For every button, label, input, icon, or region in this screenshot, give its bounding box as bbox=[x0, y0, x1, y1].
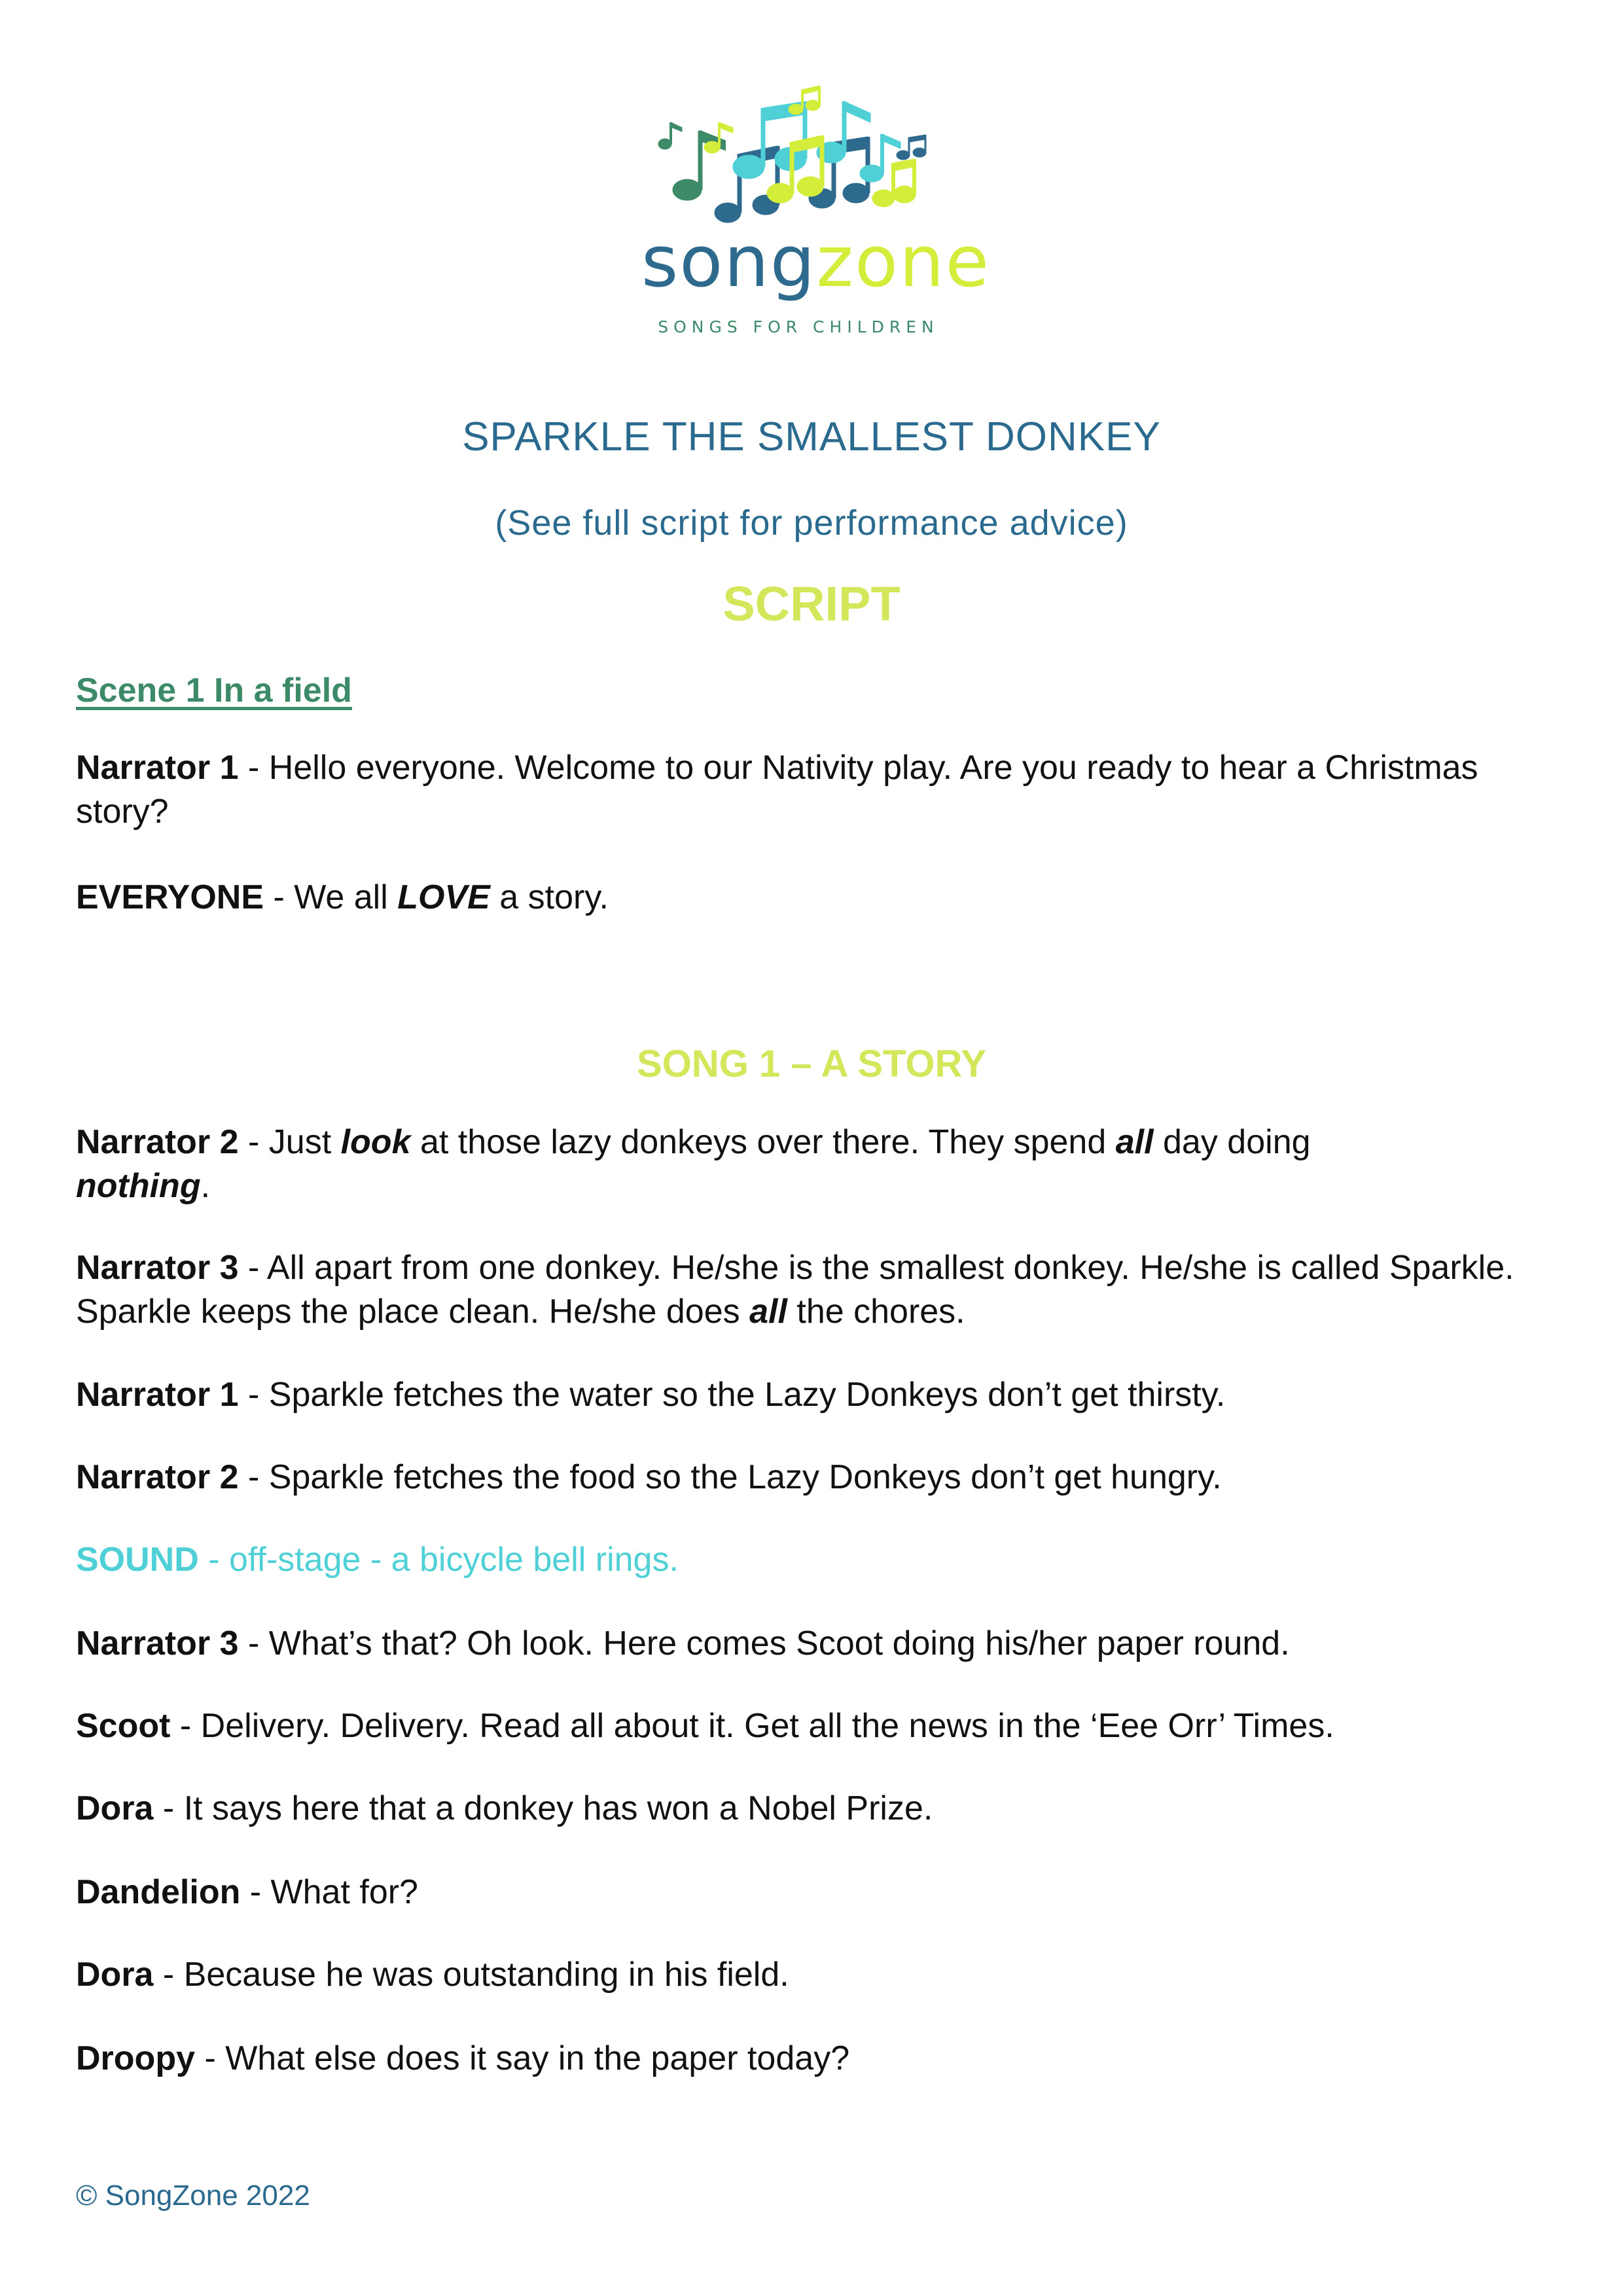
script-line bbox=[76, 746, 1548, 834]
script-line bbox=[76, 1622, 1548, 1666]
sound-cue bbox=[76, 1538, 1548, 1582]
line-text: a story. bbox=[490, 878, 609, 916]
line-text: - Delivery. Delivery. Read all about it. Get all the news in the ‘Eee Orr’ Times. bbox=[170, 1707, 1334, 1745]
line-text: - What for? bbox=[240, 1873, 418, 1911]
script-line bbox=[76, 2037, 1548, 2081]
speaker-name: Dandelion bbox=[76, 1873, 241, 1911]
script-heading: SCRIPT bbox=[722, 577, 901, 631]
copyright-footer: © SongZone 2022 bbox=[76, 2179, 310, 2212]
emphasis-text: all bbox=[1115, 1123, 1154, 1161]
logo-word-song: song bbox=[641, 221, 817, 303]
sound-label: SOUND bbox=[76, 1541, 199, 1579]
line-text: - What else does it say in the paper today? bbox=[195, 2039, 850, 2077]
emphasis-text: all bbox=[749, 1293, 787, 1331]
speaker-name: Narrator 1 bbox=[76, 1376, 239, 1414]
line-text: day doing bbox=[1153, 1123, 1311, 1161]
line-text: - Hello everyone. Welcome to our Nativity play. Are you ready to hear a Christmas story? bbox=[76, 749, 1478, 831]
scene-heading: Scene 1 In a field bbox=[76, 672, 352, 709]
speaker-name: Narrator 1 bbox=[76, 749, 239, 787]
speaker-name: Scoot bbox=[76, 1707, 171, 1745]
speaker-name: Dora bbox=[76, 1956, 154, 1994]
logo-wordmark bbox=[641, 221, 991, 303]
line-text: - Sparkle fetches the food so the Lazy Donkeys don’t get hungry. bbox=[238, 1458, 1222, 1496]
script-line bbox=[76, 1787, 1548, 1831]
line-text: the chores. bbox=[787, 1293, 965, 1331]
speaker-name: EVERYONE bbox=[76, 878, 264, 916]
music-notes-icon bbox=[641, 82, 955, 226]
line-text: - What’s that? Oh look. Here comes Scoot doing his/her paper round. bbox=[238, 1624, 1290, 1662]
script-line bbox=[76, 1121, 1548, 1208]
logo-word-zone: zone bbox=[816, 221, 991, 303]
line-text: - All apart from one donkey. He/she is the smallest donkey. He/she is called Sparkle. Sparkle keeps the place clean. He/she does bbox=[76, 1249, 1514, 1331]
line-text: - Just bbox=[238, 1123, 341, 1161]
emphasis-text: LOVE bbox=[397, 878, 490, 916]
emphasis-text: look bbox=[340, 1123, 411, 1161]
speaker-name: Narrator 3 bbox=[76, 1249, 239, 1287]
script-line bbox=[76, 1456, 1548, 1499]
script-line bbox=[76, 1704, 1548, 1748]
speaker-name: Narrator 2 bbox=[76, 1458, 239, 1496]
speaker-name: Narrator 3 bbox=[76, 1624, 239, 1662]
page-title: SPARKLE THE SMALLEST DONKEY bbox=[462, 414, 1161, 459]
script-line bbox=[76, 1871, 1548, 1914]
line-text: . bbox=[200, 1167, 211, 1205]
script-line bbox=[76, 1953, 1548, 1997]
speaker-name: Dora bbox=[76, 1789, 154, 1827]
line-text: at those lazy donkeys over there. They spend bbox=[410, 1123, 1116, 1161]
page-subtitle: (See full script for performance advice) bbox=[495, 503, 1128, 543]
speaker-name: Droopy bbox=[76, 2039, 195, 2077]
script-line bbox=[76, 1373, 1548, 1417]
speaker-name: Narrator 2 bbox=[76, 1123, 239, 1161]
script-line bbox=[76, 876, 1548, 920]
song-heading: SONG 1 – A STORY bbox=[637, 1043, 986, 1085]
line-text: - We all bbox=[264, 878, 398, 916]
emphasis-text: nothing bbox=[76, 1167, 201, 1205]
sound-text: - off-stage - a bicycle bell rings. bbox=[198, 1541, 679, 1579]
script-line bbox=[76, 1246, 1548, 1334]
line-text: - Sparkle fetches the water so the Lazy Donkeys don’t get thirsty. bbox=[238, 1376, 1226, 1414]
logo-tagline: SONGS FOR CHILDREN bbox=[658, 317, 939, 336]
songzone-logo bbox=[641, 82, 991, 344]
line-text: - It says here that a donkey has won a Nobel Prize. bbox=[153, 1789, 933, 1827]
line-text: - Because he was outstanding in his field. bbox=[153, 1956, 789, 1994]
